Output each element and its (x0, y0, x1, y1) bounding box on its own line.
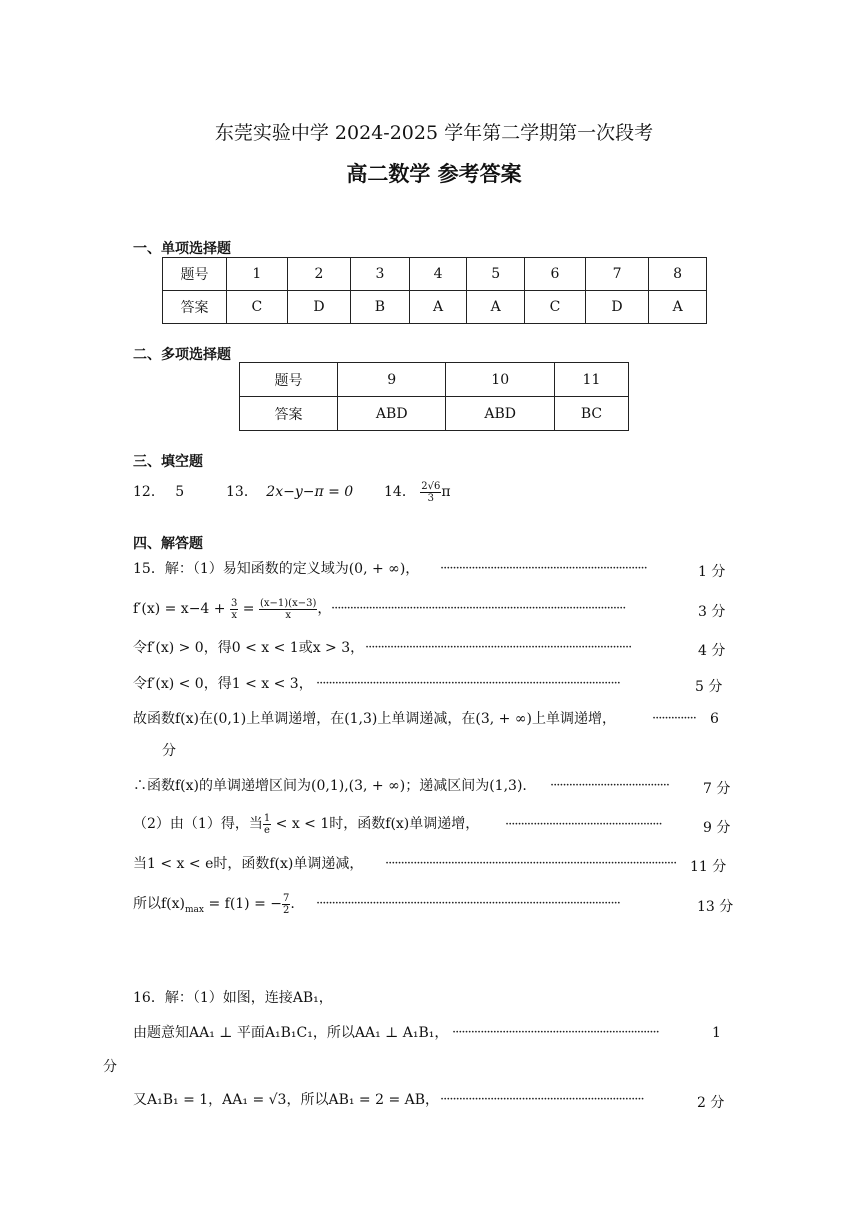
score-points: 6 (710, 711, 719, 727)
row-label: 答案 (240, 397, 338, 431)
score-points: 3 分 (698, 604, 726, 620)
row-label: 题号 (240, 363, 338, 397)
table-cell: D (585, 291, 648, 324)
dot-leader: ·································································· (440, 561, 647, 576)
table-cell: A (467, 291, 525, 324)
dot-leader: ····························································································· (385, 856, 677, 871)
row-label: 题号 (163, 258, 227, 291)
table-cell: BC (554, 397, 628, 431)
table-cell: B (351, 291, 410, 324)
dot-leader: ································································· (440, 1092, 644, 1107)
q14-pi: π (441, 484, 451, 500)
score-unit: 分 (162, 743, 176, 759)
table-cell: 2 (287, 258, 350, 291)
table-row (163, 291, 707, 324)
score-points: 7 分 (703, 781, 731, 797)
table-cell: 5 (467, 258, 525, 291)
score-points: 9 分 (703, 820, 731, 836)
row-label: 答案 (163, 291, 227, 324)
dot-leader: ·································································· (452, 1025, 659, 1040)
q15-line2: f′(x) = x−4 + $\frac{3}{x}$ = $\frac{(x-1)(x-3)}{x}$ ， (133, 597, 332, 621)
table-cell: ABD (338, 397, 446, 431)
score-unit: 分 (103, 1059, 117, 1075)
score-points: 5 分 (695, 679, 723, 695)
q15-line7: （2）由（1）得，当 $\frac{1}{e}$ < x < 1时，函数f(x)单调递增， (133, 812, 480, 836)
dot-leader: ······································ (550, 778, 670, 793)
dot-leader: ·············· (652, 711, 696, 726)
table-cell: 1 (227, 258, 288, 291)
q12-number: 12． (133, 484, 165, 500)
dot-leader: ································································································· (316, 896, 620, 911)
score-points: 11 分 (690, 859, 727, 875)
q12-answer (133, 480, 184, 504)
q16-line1: 16．解：（1）如图，连接AB₁， (133, 990, 333, 1006)
q13-answer (226, 480, 353, 504)
q14-number: 14． (384, 484, 416, 500)
section3-title: 三、填空题 (133, 454, 203, 470)
score-points: 2 分 (697, 1095, 725, 1111)
table-cell: D (287, 291, 350, 324)
table-cell: C (227, 291, 288, 324)
dot-leader: ·················································· (505, 817, 662, 832)
q14-fraction: $\frac{2√6}{3}$ (421, 480, 441, 504)
q15-line4: 令f′(x) < 0，得1 < x < 3， (133, 676, 313, 692)
q16-line3: 又A₁B₁ = 1，AA₁ = √3，所以AB₁ = 2 = AB， (133, 1092, 440, 1108)
table-cell: 9 (338, 363, 446, 397)
table-cell: 10 (446, 363, 554, 397)
score-points: 1 分 (698, 564, 726, 580)
q15-line1: 15．解：（1）易知函数的定义域为(0, + ∞)， (133, 561, 420, 577)
section1-title: 一、单项选择题 (133, 241, 231, 257)
table-cell: 7 (585, 258, 648, 291)
q15-line6: ∴函数f(x)的单调递增区间为(0,1),(3, + ∞)；递减区间为(1,3). (133, 778, 527, 794)
multi-choice-table (239, 362, 629, 431)
dot-leader: ······························································································ (331, 601, 626, 616)
table-cell: ABD (446, 397, 554, 431)
dot-leader: ································································································· (316, 676, 620, 691)
table-cell: 8 (649, 258, 707, 291)
q12-value: 5 (175, 484, 185, 500)
q15-line3: 令f′(x) > 0，得0 < x < 1或x > 3， (133, 640, 365, 656)
score-points: 4 分 (698, 643, 726, 659)
q15-line5: 故函数f(x)在(0,1)上单调递增，在(1,3)上单调递减，在(3, + ∞)上单调递增， (133, 711, 616, 727)
section4-title: 四、解答题 (133, 536, 203, 552)
table-cell: 11 (554, 363, 628, 397)
q16-line2: 由题意知AA₁ ⊥ 平面A₁B₁C₁，所以AA₁ ⊥ A₁B₁， (133, 1025, 449, 1041)
dot-leader: ····················································································· (365, 640, 632, 655)
section2-title: 二、多项选择题 (133, 347, 231, 363)
table-row (163, 258, 707, 291)
score-points: 1 (712, 1025, 721, 1041)
table-cell: A (409, 291, 467, 324)
q14-answer (384, 480, 451, 504)
q13-number: 13． (226, 484, 258, 500)
q13-value: 2x−y−π = 0 (266, 484, 354, 500)
single-choice-table (162, 257, 707, 324)
table-cell: C (525, 291, 586, 324)
table-cell: 3 (351, 258, 410, 291)
table-cell: 4 (409, 258, 467, 291)
exam-title: 东莞实验中学 2024-2025 学年第二学期第一次段考 (214, 122, 654, 144)
table-cell: A (649, 291, 707, 324)
q15-line8: 当1 < x < e时，函数f(x)单调递减， (133, 856, 364, 872)
table-row (240, 363, 629, 397)
table-row (240, 397, 629, 431)
q15-line9: 所以$f(x)_{max} = f(1)$ = − $\frac{7}{2}$ . (133, 892, 295, 916)
answer-key-subtitle: 高二数学 参考答案 (346, 162, 522, 186)
table-cell: 6 (525, 258, 586, 291)
score-points: 13 分 (697, 899, 734, 915)
